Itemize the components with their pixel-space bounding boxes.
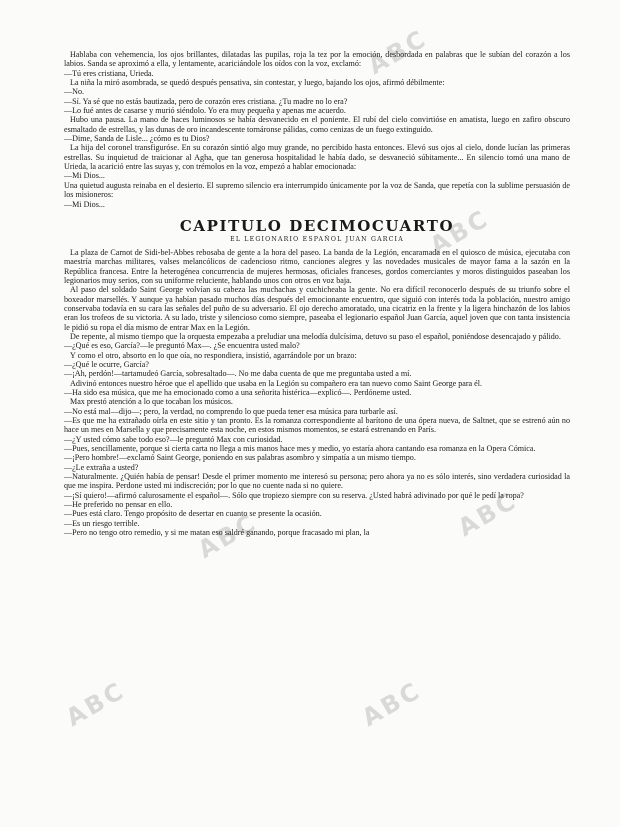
paragraph: —No. (64, 87, 85, 97)
paragraph: De repente, al mismo tiempo que la orquesta empezaba a preludiar una melodía dulcísima, detuvo su paso el español, poniéndose desencajado y pálido. (70, 331, 561, 341)
abc-watermark: ABC (193, 508, 263, 564)
paragraph: Max prestó atención a lo que tocaban los músicos. (70, 397, 233, 407)
paragraph: —He preferido no pensar en ello. (64, 500, 173, 510)
paragraph: —¡Ah, perdón!—tartamudeó García, sobresaltado—. No me daba cuenta de que me preguntaba usted a mí. (64, 369, 412, 379)
paragraph: —¿Y usted cómo sabe todo eso?—le preguntó Max con curiosidad. (64, 434, 283, 444)
abc-watermark: ABC (357, 676, 427, 732)
paragraph: —Dime, Sanda de Lisle... ¿cómo es tu Dios? (64, 134, 210, 144)
paragraph: La plaza de Carnot de Sidi-bel-Abbes rebosaba de gente a la hora del paseo. La banda de la Legión, encaramada en el quiosco de música, ejecutaba con maestría marchas militares, valses melancólicos de cadencioso ritmo, canciones alegres y las novedades musicales de mayor fama a la sazón en la República francesa. Entre la heterogénea concurrencia de mujeres hermosas, oficiales franceses, gordos comerciantes y moros distinguidos paseaban los legionarios muy serios, con su uniforme reluciente, hablando unos con otros en voz baja. (64, 247, 570, 285)
paragraph: —¿Le extraña a usted? (64, 462, 139, 472)
paragraph: —Es un riesgo terrible. (64, 518, 140, 528)
chapter-title: CAPITULO DECIMOCUARTO (179, 216, 455, 235)
paragraph: Adivinó entonces nuestro héroe que el apellido que usaba en la Legión su compañero era tan nuevo como Saint George para él. (70, 378, 483, 388)
paragraph: Hubo una pausa. La mano de haces luminosos se había desvanecido en el poniente. El rubí del cielo convirtióse en amatista, luego en zafiro obscuro esmaltado de estrellas, y las dunas de oro incandescente tornáronse pálidas, como cenizas de un fuego extinguido. (64, 115, 570, 134)
paragraph: —¡Pero hombre!—exclamó Saint George, poniendo en sus palabras asombro y simpatía a un mismo tiempo. (64, 453, 416, 463)
paragraph: Al paso del soldado Saint George volvían su cabeza las muchachas y cuchicheaba la gente. No era difícil reconocerlo después de su triunfo sobre el boxeador marsellés. Y aunque ya habían pasado muchos días después del emocionante encuentro, que siguió con interés toda la población, nuestro amigo conservaba todavía en su cara las señales del puño de su adversario. El ojo derecho amoratado, una cicatriz en la frente y la ligera hinchazón de los labios eran los trofeos de su victoria. A su lado, triste y silencioso como siempre, paseaba el legionario español Juan García, aquel joven que con tanta insistencia le pidió su ropa el día mismo de entrar Max en la Legión. (64, 285, 570, 332)
abc-watermark: ABC (363, 24, 433, 80)
paragraph: —¿Qué es eso, García?—le preguntó Max—. ¿Se encuentra usted malo? (64, 341, 300, 351)
paragraph: —¿Qué le ocurre, García? (64, 359, 149, 369)
paragraph: Una quietud augusta reinaba en el desierto. El supremo silencio era interrumpido únicamente por la voz de Sanda, que repetía con la sublime persuasión de los misioneros: (64, 180, 570, 200)
paragraph: La hija del coronel transfiguróse. En su corazón sintió algo muy grande, no percibido hasta entonces. Elevó sus ojos al cielo, donde lucían las primeras estrellas. Su inquietud de traicionar al Agha, que tan generosa hospitalidad le había dado, se desvaneció súbitamente... En silencio tomó una mano de Urieda, la acarició entre las suyas y, con trémolos en la voz, empezó a hablar emocionada: (64, 143, 570, 172)
document-page (64, 50, 570, 538)
chapter-subtitle: EL LEGIONARIO ESPAÑOL JUAN GARCIA (230, 235, 404, 243)
abc-watermark: ABC (453, 486, 523, 542)
paragraph: —Pero no tengo otro remedio, y si me matan eso saldré ganando, porque fracasado mi plan, la (64, 528, 370, 538)
paragraph: —Mi Dios... (64, 171, 105, 181)
paragraph: —Lo fué antes de casarse y murió siéndolo. Yo era muy pequeña y apenas me acuerdo. (64, 106, 346, 116)
previous-chapter-text (64, 50, 570, 209)
abc-watermark: ABC (425, 204, 495, 260)
paragraph: —No está mal—dijo—; pero, la verdad, no comprendo lo que pueda tener esa música para turbarle así. (64, 406, 398, 416)
paragraph: Hablaba con vehemencia, los ojos brillantes, dilatadas las pupilas, roja la tez por la emoción, desbordada en palabras que le subían del corazón a los labios. Sanda se aproximó a ella, y lentamente, acariciándole los oídos con la voz, exclamó: (64, 50, 570, 69)
abc-watermark: ABC (61, 676, 131, 732)
paragraph: Y como el otro, absorto en lo que oía, no respondiera, insistió, agarrándole por un brazo: (70, 350, 357, 360)
paragraph: —Mi Dios... (64, 199, 105, 209)
paragraph: —Tú eres cristiana, Urieda. (64, 68, 154, 78)
paragraph: —Es que me ha extrañado oírla en este sitio y tan pronto. Es la romanza correspondiente al barítono de una ópera nueva, de Saltnet, que se estrenó aún no hace un mes en Marsella y que precisamente esta noche, en estos mismos momentos, se estará estrenando en París. (64, 416, 570, 435)
paragraph: —Sí. Ya sé que no estás bautizada, pero de corazón eres cristiana. ¿Tu madre no lo era? (64, 96, 348, 106)
paragraph: La niña la miró asombrada, se quedó después pensativa, sin contestar, y luego, bajando los ojos, afirmó débilmente: (70, 78, 445, 88)
paragraph: —Pues, sencillamente, porque si cierta carta no llega a mis manos hace mes y medio, yo estaría ahora cantando esa romanza en la Opera Cómica. (64, 444, 536, 454)
paragraph: —Pues está claro. Tengo propósito de desertar en cuanto se presente la ocasión. (64, 509, 322, 519)
chapter-body-text (64, 248, 570, 538)
paragraph: —¡Sí quiero!—afirmó calurosamente el español—. Sólo que tropiezo siempre con su reserva. ¿Usted habrá adivinado por qué le pedí la ropa? (64, 490, 524, 500)
paragraph: —Ha sido esa música, que me ha emocionado como a una señorita histérica—explicó—. Perdóneme usted. (64, 388, 412, 397)
paragraph: —Naturalmente. ¿Quién había de pensar! Desde el primer momento me interesó su persona; pero ahora ya no es sólo interés, sino verdadera curiosidad la que me inspira. Perdone usted mi indiscreción; por lo que no cuente nada si no quiere. (64, 472, 570, 491)
